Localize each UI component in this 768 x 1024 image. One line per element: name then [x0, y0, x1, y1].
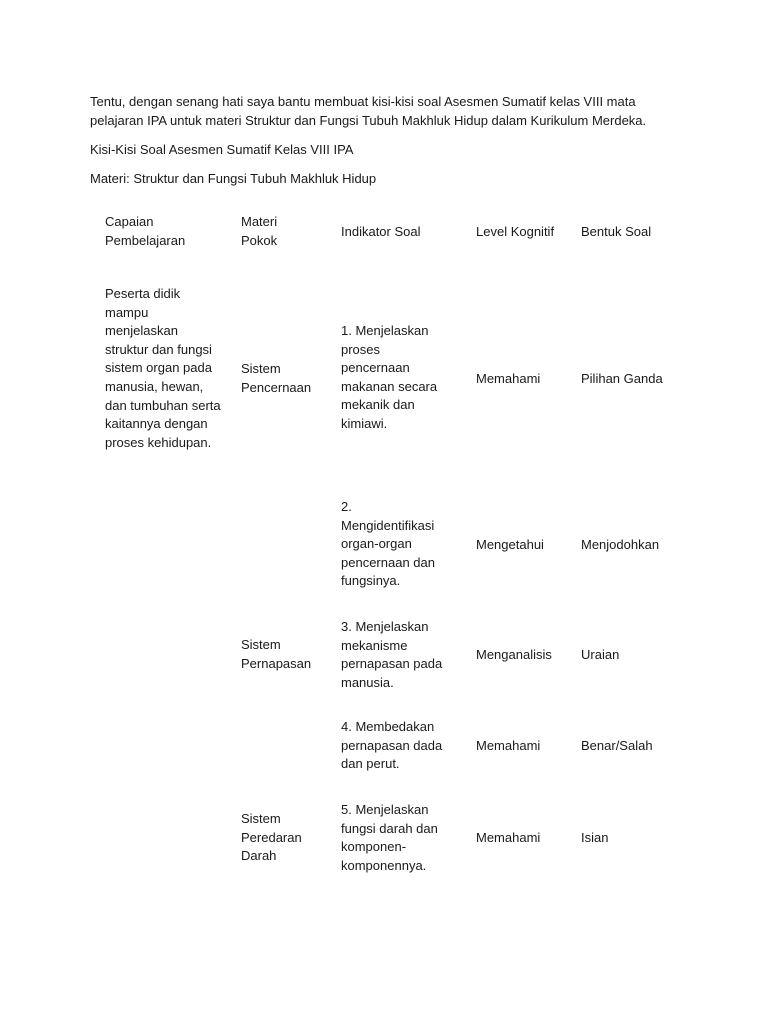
table-row-2-indikator: 2. Mengidentifikasi organ-organ pencernaan dan fungsinya.	[341, 499, 435, 589]
materi-pokok-pencernaan: Sistem Pencernaan	[241, 361, 312, 395]
table-row-4-bentuk: Benar/Salah	[581, 738, 653, 753]
table-row-1-indikator: 1. Menjelaskan proses pencernaan makanan secara mekanik dan kimiawi.	[341, 323, 438, 431]
table-row-2-level: Mengetahui	[476, 537, 544, 552]
table-row-4-level: Memahami	[476, 738, 541, 753]
table-row-5-indikator: 5. Menjelaskan fungsi darah dan komponen-komponennya.	[341, 802, 438, 873]
table-row-5-level: Memahami	[476, 830, 541, 845]
header-capaian: Capaian Pembelajaran	[105, 214, 186, 248]
materi-pokok-pernapasan: Sistem Pernapasan	[241, 637, 312, 671]
table-row-4-indikator: 4. Membedakan pernapasan dada dan perut.	[341, 719, 443, 772]
table-row-3-bentuk: Uraian	[581, 647, 620, 662]
table-row-1-level: Memahami	[476, 371, 541, 386]
materi-pokok-peredaran-darah: Sistem Peredaran Darah	[241, 811, 302, 864]
table-row-2-bentuk: Menjodohkan	[581, 537, 660, 552]
table-row-1-bentuk: Pilihan Ganda	[581, 371, 663, 386]
intro-paragraph: Tentu, dengan senang hati saya bantu membuat kisi-kisi soal Asesmen Sumatif kelas VIII mata pelajaran IPA untuk materi Struktur dan Fungsi Tubuh Makhluk Hidup dalam Kurikulum Merdeka.	[90, 94, 647, 128]
table-row-3-indikator: 3. Menjelaskan mekanisme pernapasan pada manusia.	[341, 619, 443, 690]
materi-line: Materi: Struktur dan Fungsi Tubuh Makhluk Hidup	[90, 171, 377, 186]
header-materi-pokok: Materi Pokok	[241, 214, 278, 248]
header-bentuk: Bentuk Soal	[581, 224, 652, 239]
header-indikator: Indikator Soal	[341, 224, 421, 239]
capaian-cell: Peserta didik mampu menjelaskan struktur dan fungsi sistem organ pada manusia, hewan, dan tumbuhan serta kaitannya dengan proses kehidupan.	[105, 286, 221, 450]
table-row-3-level: Menganalisis	[476, 647, 552, 662]
header-level: Level Kognitif	[476, 224, 555, 239]
document-title: Kisi-Kisi Soal Asesmen Sumatif Kelas VIII IPA	[90, 142, 354, 157]
table-row-5-bentuk: Isian	[581, 830, 609, 845]
